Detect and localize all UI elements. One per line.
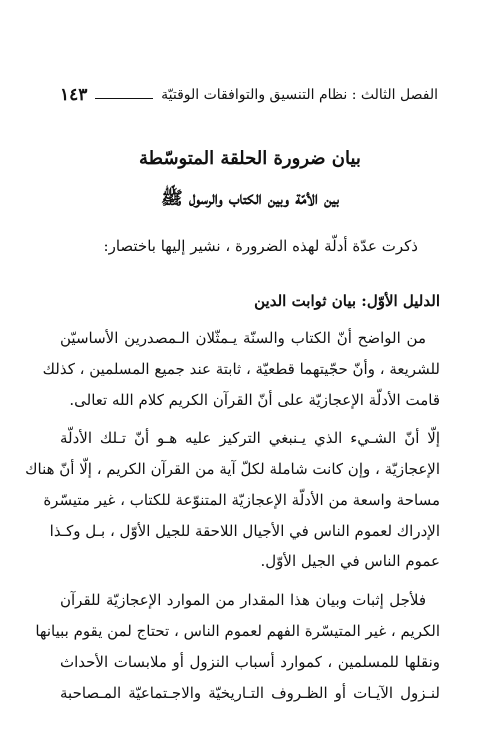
paragraph-3-line: الكريم ، غير المتيسّرة الفهم لعموم الناس ، تحتاج لمن يقوم ببيانها [35,622,440,640]
paragraph-2-line: إلّا أنّ الشـيء الذي يـنبغي التركيز عليه هـو أنّ تـلك الأدلّة [60,429,440,447]
page-number: ١٤٣ [60,85,88,105]
chapter-title: الفصل الثالث : نظام التنسيق والتوافقات الوقتيّة [161,87,438,103]
paragraph-1-line: قامت الأدلّة الإعجازيّة على أنّ القرآن الكريم كلام الله تعالى. [69,391,440,409]
intro-text: ذكرت عدّة أدلّة لهذه الضرورة ، نشير إليها باختصار: [103,237,418,255]
paragraph-2-line: مساحة واسعة من الأدلّة الإعجازيّة المتنوّعة للكتاب ، غير متيسّرة [43,491,440,509]
paragraph-3-line: لنـزول الآيـات أو الظـروف التـاريخيّة والاجـتماعيّة المـصاحبة [60,684,440,702]
header-rule [95,98,153,99]
section-heading-line-1: بيان ضرورة الحلقة المتوسّطة [139,148,361,169]
paragraph-3-line: فلأجل إثبات وبيان هذا المقدار من الموارد الإعجازيّة للقرآن [60,591,426,609]
paragraph-1-line: للشريعة ، وأنّ حجّيتهما قطعيّة ، ثابتة عند جميع المسلمين ، كذلك [42,360,440,378]
paragraph-2-line: الإدراك لعموم الناس في الأجيال اللاحقة للجيل الأوّل ، بـل وكـذا [49,522,440,540]
subsection-title: الدليل الأوّل: بيان ثوابت الدين [254,292,440,310]
paragraph-2-line: الإعجازيّة ، وإن كانت شاملة لكلّ آية من القرآن الكريم ، إلّا أنّ هناك [25,460,440,478]
paragraph-2-line: عموم الناس في الجيل الأوّل. [260,552,440,570]
paragraph-1-line: من الواضح أنّ الكتاب والسنّة يـمثّلان الـمصدرين الأساسيّن [60,329,426,347]
section-heading-line-2: بين الأمّة وبين الكتاب والرسول ﷺ [160,188,340,209]
running-header [60,84,438,106]
paragraph-3-line: ونقلها للمسلمين ، كموارد أسباب النزول أو ملابسات الأحداث [60,653,440,671]
